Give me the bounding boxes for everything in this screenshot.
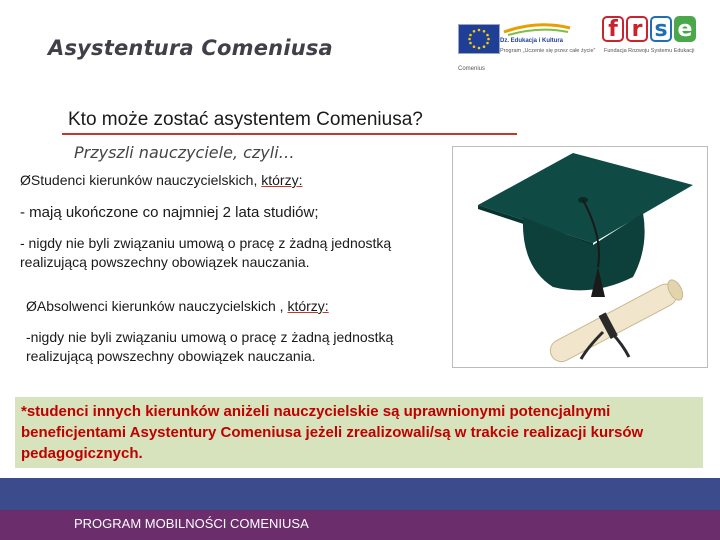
swoosh-icon [502,22,572,36]
eu-flag-icon [458,24,500,54]
bullet-text: Absolwenci kierunków nauczycielskich , [36,298,284,314]
frse-letter-s: s [650,16,672,42]
footer-band-top [0,478,720,510]
slide-title: Asystentura Comeniusa [48,36,333,60]
bullet-students [20,172,302,188]
eu-logo-line3: Comenius [458,66,486,72]
bullet-underlined: którzy: [287,298,329,314]
detail-study-years: - mają ukończone co najmniej 2 lata studiów; [20,204,319,221]
detail-graduates-no-employment: -nigdy nie byli związaniu umową o pracę z żadną jednostką realizującą powszechny obowiązek nauczania. [26,329,394,364]
eu-lifelong-learning-logo [456,20,596,78]
bullet-marker: Ø [20,172,31,188]
bullet-marker: Ø [26,298,37,314]
bullet-text: Studenci kierunków nauczycielskich, [30,172,258,188]
heading-underline [62,133,517,135]
bullet-graduates [26,298,329,314]
frse-letter-f: f [602,16,624,42]
question-heading: Kto może zostać asystentem Comeniusa? [68,109,423,130]
footer-text: PROGRAM MOBILNOŚCI COMENIUSA [74,516,309,531]
eu-logo-line2: Program „Uczenie się przez całe życie” [500,48,596,54]
frse-logo [600,16,712,66]
graduation-cap-image [452,146,708,368]
frse-subtitle: Fundacja Rozwoju Systemu Edukacji [604,48,695,54]
frse-letter-e: e [674,16,696,42]
frse-letter-r: r [626,16,648,42]
eu-logo-line1: Dz. Edukacja i Kultura [500,38,564,44]
detail-no-employment: - nigdy nie byli związaniu umową o pracę z żadną jednostką realizującą powszechny obowiązek nauczania. [20,235,392,270]
note-box: *studenci innych kierunków aniżeli nauczycielskie są uprawnionymi potencjalnymi beneficjentami Asystentury Comeniusa jeżeli zrealizowali/są w trakcie realizacji kursów pedagogicznych. [15,397,703,468]
bullet-underlined: którzy: [261,172,303,188]
subtitle: Przyszli nauczyciele, czyli… [74,143,295,162]
